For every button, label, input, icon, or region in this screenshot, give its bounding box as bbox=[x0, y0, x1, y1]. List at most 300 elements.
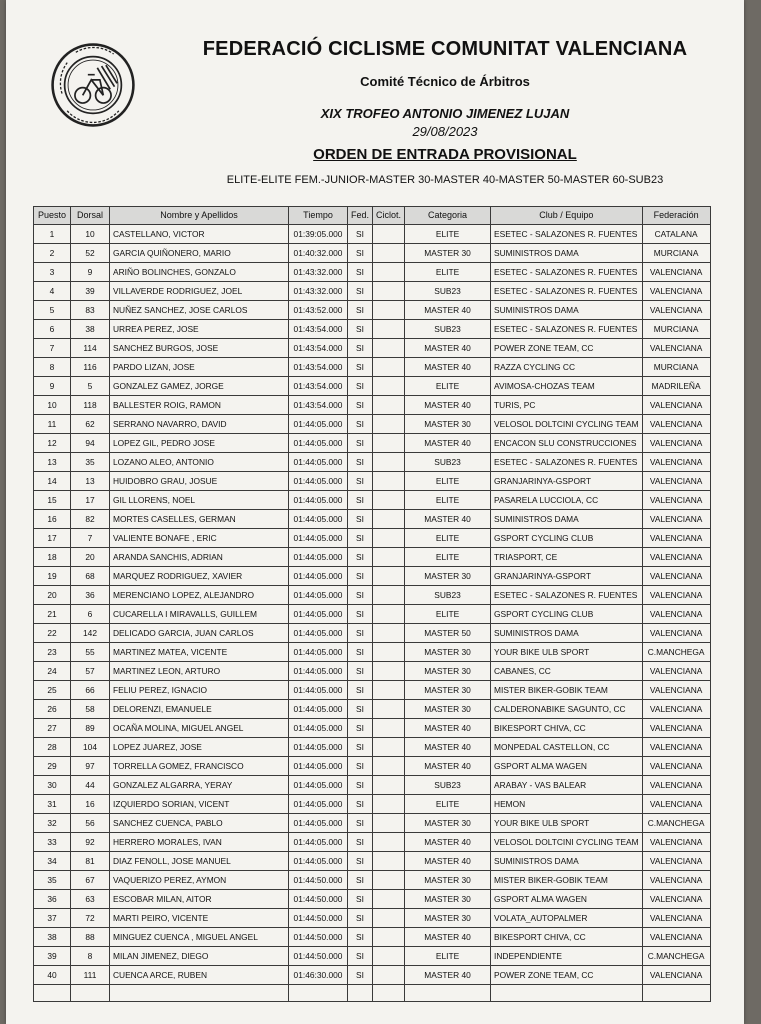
cell-tiempo: 01:43:54.000 bbox=[289, 320, 348, 339]
cell-ciclot bbox=[373, 719, 405, 738]
cell-ciclot bbox=[373, 472, 405, 491]
cell-ciclot bbox=[373, 776, 405, 795]
cell-club: SUMINISTROS DAMA bbox=[491, 624, 643, 643]
cell-club: CALDERONABIKE SAGUNTO, CC bbox=[491, 700, 643, 719]
results-table bbox=[33, 206, 711, 1002]
cell-puesto: 16 bbox=[34, 510, 71, 529]
cell-federacion: VALENCIANA bbox=[642, 909, 710, 928]
table-row bbox=[34, 681, 711, 700]
table-row bbox=[34, 339, 711, 358]
cell-puesto: 26 bbox=[34, 700, 71, 719]
cell-nombre: GONZALEZ ALGARRA, YERAY bbox=[110, 776, 289, 795]
cell-ciclot bbox=[373, 434, 405, 453]
cell-tiempo: 01:43:32.000 bbox=[289, 282, 348, 301]
table-row bbox=[34, 415, 711, 434]
cell-ciclot bbox=[373, 966, 405, 985]
cell-tiempo: 01:44:05.000 bbox=[289, 415, 348, 434]
cell-dorsal: 36 bbox=[71, 586, 110, 605]
cell-categoria: ELITE bbox=[405, 548, 491, 567]
cell-nombre: MERENCIANO LOPEZ, ALEJANDRO bbox=[110, 586, 289, 605]
cell-federacion: VALENCIANA bbox=[642, 795, 710, 814]
cell-federacion: VALENCIANA bbox=[642, 681, 710, 700]
cell-dorsal: 97 bbox=[71, 757, 110, 776]
cell-dorsal: 16 bbox=[71, 795, 110, 814]
cell-nombre: LOPEZ GIL, PEDRO JOSE bbox=[110, 434, 289, 453]
cell-puesto: 38 bbox=[34, 928, 71, 947]
cell-ciclot bbox=[373, 263, 405, 282]
cell-fed: SI bbox=[348, 833, 373, 852]
cell-nombre: MARTI PEIRO, VICENTE bbox=[110, 909, 289, 928]
cell-fed: SI bbox=[348, 928, 373, 947]
column-header-nombre: Nombre y Apellidos bbox=[110, 207, 289, 225]
cell-federacion: MURCIANA bbox=[642, 244, 710, 263]
cell-puesto: 12 bbox=[34, 434, 71, 453]
cell-club: PASARELA LUCCIOLA, CC bbox=[491, 491, 643, 510]
column-header-club: Club / Equipo bbox=[491, 207, 643, 225]
results-table-wrap bbox=[33, 206, 711, 1002]
cell-categoria: MASTER 40 bbox=[405, 301, 491, 320]
cell-tiempo: 01:44:05.000 bbox=[289, 624, 348, 643]
cell-dorsal: 82 bbox=[71, 510, 110, 529]
cell-fed: SI bbox=[348, 586, 373, 605]
event-name: XIX TROFEO ANTONIO JIMENEZ LUJAN bbox=[320, 106, 570, 121]
cell-tiempo: 01:44:05.000 bbox=[289, 681, 348, 700]
cell-dorsal: 20 bbox=[71, 548, 110, 567]
document-heading-text: ORDEN DE ENTRADA PROVISIONAL bbox=[313, 146, 577, 163]
cell-fed: SI bbox=[348, 662, 373, 681]
cell-ciclot bbox=[373, 909, 405, 928]
cell-categoria: MASTER 30 bbox=[405, 700, 491, 719]
table-row bbox=[34, 510, 711, 529]
cell-fed: SI bbox=[348, 852, 373, 871]
cell-ciclot bbox=[373, 282, 405, 301]
cell-tiempo: 01:40:32.000 bbox=[289, 244, 348, 263]
cell-nombre: VILLAVERDE RODRIGUEZ, JOEL bbox=[110, 282, 289, 301]
table-row bbox=[34, 358, 711, 377]
cell-ciclot bbox=[373, 757, 405, 776]
table-row bbox=[34, 434, 711, 453]
empty-cell bbox=[373, 985, 405, 1002]
event-date: 29/08/2023 bbox=[412, 124, 478, 139]
cell-club: SUMINISTROS DAMA bbox=[491, 301, 643, 320]
cell-dorsal: 104 bbox=[71, 738, 110, 757]
cell-fed: SI bbox=[348, 320, 373, 339]
cell-nombre: MINGUEZ CUENCA , MIGUEL ANGEL bbox=[110, 928, 289, 947]
cell-dorsal: 8 bbox=[71, 947, 110, 966]
cell-federacion: MURCIANA bbox=[642, 320, 710, 339]
cell-categoria: ELITE bbox=[405, 472, 491, 491]
column-header-fed: Fed. bbox=[348, 207, 373, 225]
empty-cell bbox=[491, 985, 643, 1002]
cell-dorsal: 56 bbox=[71, 814, 110, 833]
cell-tiempo: 01:44:05.000 bbox=[289, 434, 348, 453]
cell-federacion: VALENCIANA bbox=[642, 928, 710, 947]
cell-club: GSPORT CYCLING CLUB bbox=[491, 605, 643, 624]
cell-categoria: MASTER 30 bbox=[405, 871, 491, 890]
table-row bbox=[34, 586, 711, 605]
cell-nombre: SANCHEZ BURGOS, JOSE bbox=[110, 339, 289, 358]
cell-nombre: LOZANO ALEO, ANTONIO bbox=[110, 453, 289, 472]
cell-ciclot bbox=[373, 643, 405, 662]
federation-title: FEDERACIÓ CICLISME COMUNITAT VALENCIANA bbox=[202, 38, 688, 60]
table-row bbox=[34, 738, 711, 757]
cell-puesto: 11 bbox=[34, 415, 71, 434]
cell-puesto: 8 bbox=[34, 358, 71, 377]
cell-puesto: 7 bbox=[34, 339, 71, 358]
cell-categoria: MASTER 40 bbox=[405, 358, 491, 377]
cell-fed: SI bbox=[348, 795, 373, 814]
cell-puesto: 6 bbox=[34, 320, 71, 339]
cell-federacion: C.MANCHEGA bbox=[642, 814, 710, 833]
cell-dorsal: 68 bbox=[71, 567, 110, 586]
cell-categoria: MASTER 40 bbox=[405, 510, 491, 529]
cell-club: BIKESPORT CHIVA, CC bbox=[491, 719, 643, 738]
cell-tiempo: 01:44:05.000 bbox=[289, 643, 348, 662]
cell-tiempo: 01:43:54.000 bbox=[289, 377, 348, 396]
cell-nombre: DELICADO GARCIA, JUAN CARLOS bbox=[110, 624, 289, 643]
empty-cell bbox=[289, 985, 348, 1002]
cell-fed: SI bbox=[348, 529, 373, 548]
cell-ciclot bbox=[373, 928, 405, 947]
cell-ciclot bbox=[373, 567, 405, 586]
cell-tiempo: 01:44:05.000 bbox=[289, 548, 348, 567]
cell-dorsal: 52 bbox=[71, 244, 110, 263]
cell-fed: SI bbox=[348, 624, 373, 643]
cell-ciclot bbox=[373, 700, 405, 719]
table-row bbox=[34, 966, 711, 985]
cell-ciclot bbox=[373, 548, 405, 567]
cell-puesto: 40 bbox=[34, 966, 71, 985]
cell-fed: SI bbox=[348, 605, 373, 624]
cell-tiempo: 01:44:05.000 bbox=[289, 453, 348, 472]
cell-puesto: 30 bbox=[34, 776, 71, 795]
cell-ciclot bbox=[373, 320, 405, 339]
cell-tiempo: 01:44:50.000 bbox=[289, 909, 348, 928]
cell-ciclot bbox=[373, 491, 405, 510]
cell-puesto: 25 bbox=[34, 681, 71, 700]
cell-dorsal: 81 bbox=[71, 852, 110, 871]
cell-nombre: DELORENZI, EMANUELE bbox=[110, 700, 289, 719]
cell-nombre: GIL LLORENS, NOEL bbox=[110, 491, 289, 510]
cell-dorsal: 72 bbox=[71, 909, 110, 928]
cell-federacion: VALENCIANA bbox=[642, 472, 710, 491]
cell-dorsal: 83 bbox=[71, 301, 110, 320]
cell-nombre: ARANDA SANCHIS, ADRIAN bbox=[110, 548, 289, 567]
cell-nombre: URREA PEREZ, JOSE bbox=[110, 320, 289, 339]
cell-puesto: 28 bbox=[34, 738, 71, 757]
cell-dorsal: 92 bbox=[71, 833, 110, 852]
table-row bbox=[34, 643, 711, 662]
cell-nombre: VAQUERIZO PEREZ, AYMON bbox=[110, 871, 289, 890]
cell-nombre: GARCIA QUIÑONERO, MARIO bbox=[110, 244, 289, 263]
cell-ciclot bbox=[373, 225, 405, 244]
cell-federacion: VALENCIANA bbox=[642, 529, 710, 548]
table-row bbox=[34, 225, 711, 244]
cell-nombre: GONZALEZ GAMEZ, JORGE bbox=[110, 377, 289, 396]
cell-nombre: ARIÑO BOLINCHES, GONZALO bbox=[110, 263, 289, 282]
cell-dorsal: 44 bbox=[71, 776, 110, 795]
cell-fed: SI bbox=[348, 491, 373, 510]
cell-tiempo: 01:44:05.000 bbox=[289, 814, 348, 833]
cell-dorsal: 94 bbox=[71, 434, 110, 453]
table-row bbox=[34, 282, 711, 301]
table-row bbox=[34, 833, 711, 852]
cell-club: ESETEC - SALAZONES R. FUENTES bbox=[491, 586, 643, 605]
cell-categoria: ELITE bbox=[405, 795, 491, 814]
cell-categoria: SUB23 bbox=[405, 282, 491, 301]
cell-categoria: MASTER 30 bbox=[405, 681, 491, 700]
cell-tiempo: 01:44:50.000 bbox=[289, 947, 348, 966]
table-row bbox=[34, 320, 711, 339]
cell-federacion: VALENCIANA bbox=[642, 434, 710, 453]
cell-puesto: 1 bbox=[34, 225, 71, 244]
cell-tiempo: 01:44:05.000 bbox=[289, 776, 348, 795]
table-row bbox=[34, 928, 711, 947]
cell-puesto: 35 bbox=[34, 871, 71, 890]
cell-ciclot bbox=[373, 871, 405, 890]
cell-nombre: MILAN JIMENEZ, DIEGO bbox=[110, 947, 289, 966]
cell-nombre: MARTINEZ LEON, ARTURO bbox=[110, 662, 289, 681]
cell-fed: SI bbox=[348, 396, 373, 415]
cell-puesto: 15 bbox=[34, 491, 71, 510]
cell-club: GSPORT CYCLING CLUB bbox=[491, 529, 643, 548]
cell-club: YOUR BIKE ULB SPORT bbox=[491, 643, 643, 662]
cell-nombre: IZQUIERDO SORIAN, VICENT bbox=[110, 795, 289, 814]
cell-categoria: MASTER 40 bbox=[405, 396, 491, 415]
cell-fed: SI bbox=[348, 548, 373, 567]
cell-puesto: 18 bbox=[34, 548, 71, 567]
cell-dorsal: 17 bbox=[71, 491, 110, 510]
cell-fed: SI bbox=[348, 301, 373, 320]
cell-tiempo: 01:44:05.000 bbox=[289, 833, 348, 852]
table-row bbox=[34, 719, 711, 738]
cell-ciclot bbox=[373, 358, 405, 377]
cell-club: SUMINISTROS DAMA bbox=[491, 244, 643, 263]
table-row bbox=[34, 548, 711, 567]
cell-fed: SI bbox=[348, 225, 373, 244]
cell-nombre: CUENCA ARCE, RUBEN bbox=[110, 966, 289, 985]
cell-tiempo: 01:44:05.000 bbox=[289, 491, 348, 510]
cell-federacion: VALENCIANA bbox=[642, 453, 710, 472]
cell-dorsal: 89 bbox=[71, 719, 110, 738]
cell-tiempo: 01:43:32.000 bbox=[289, 263, 348, 282]
cell-dorsal: 116 bbox=[71, 358, 110, 377]
document-page bbox=[6, 0, 744, 1024]
cell-club: TURIS, PC bbox=[491, 396, 643, 415]
table-row bbox=[34, 776, 711, 795]
cell-tiempo: 01:44:05.000 bbox=[289, 567, 348, 586]
cell-dorsal: 58 bbox=[71, 700, 110, 719]
cell-nombre: FELIU PEREZ, IGNACIO bbox=[110, 681, 289, 700]
cell-federacion: VALENCIANA bbox=[642, 700, 710, 719]
cell-tiempo: 01:44:05.000 bbox=[289, 795, 348, 814]
empty-cell bbox=[405, 985, 491, 1002]
table-row bbox=[34, 700, 711, 719]
cell-ciclot bbox=[373, 586, 405, 605]
cell-federacion: VALENCIANA bbox=[642, 890, 710, 909]
cell-puesto: 10 bbox=[34, 396, 71, 415]
cell-federacion: VALENCIANA bbox=[642, 662, 710, 681]
cell-ciclot bbox=[373, 510, 405, 529]
table-row bbox=[34, 890, 711, 909]
column-header-categoria: Categoria bbox=[405, 207, 491, 225]
cell-federacion: C.MANCHEGA bbox=[642, 643, 710, 662]
cell-nombre: LOPEZ JUAREZ, JOSE bbox=[110, 738, 289, 757]
cell-categoria: MASTER 40 bbox=[405, 738, 491, 757]
table-row bbox=[34, 472, 711, 491]
cell-fed: SI bbox=[348, 377, 373, 396]
cell-tiempo: 01:44:05.000 bbox=[289, 719, 348, 738]
cell-federacion: MADRILEÑA bbox=[642, 377, 710, 396]
cell-dorsal: 118 bbox=[71, 396, 110, 415]
cell-federacion: VALENCIANA bbox=[642, 263, 710, 282]
table-row bbox=[34, 947, 711, 966]
cell-fed: SI bbox=[348, 700, 373, 719]
cell-fed: SI bbox=[348, 909, 373, 928]
cell-ciclot bbox=[373, 529, 405, 548]
cell-dorsal: 66 bbox=[71, 681, 110, 700]
cell-nombre: OCAÑA MOLINA, MIGUEL ANGEL bbox=[110, 719, 289, 738]
cell-fed: SI bbox=[348, 282, 373, 301]
cell-tiempo: 01:44:05.000 bbox=[289, 529, 348, 548]
cell-club: GRANJARINYA-GSPORT bbox=[491, 567, 643, 586]
cell-categoria: MASTER 40 bbox=[405, 852, 491, 871]
cell-club: VELOSOL DOLTCINI CYCLING TEAM bbox=[491, 415, 643, 434]
cell-club: SUMINISTROS DAMA bbox=[491, 510, 643, 529]
cell-categoria: MASTER 30 bbox=[405, 643, 491, 662]
cell-fed: SI bbox=[348, 966, 373, 985]
cell-categoria: SUB23 bbox=[405, 776, 491, 795]
cell-puesto: 17 bbox=[34, 529, 71, 548]
cell-ciclot bbox=[373, 681, 405, 700]
cell-puesto: 9 bbox=[34, 377, 71, 396]
cell-federacion: VALENCIANA bbox=[642, 396, 710, 415]
cell-club: GSPORT ALMA WAGEN bbox=[491, 890, 643, 909]
cell-tiempo: 01:44:05.000 bbox=[289, 662, 348, 681]
cell-federacion: VALENCIANA bbox=[642, 776, 710, 795]
cell-categoria: MASTER 30 bbox=[405, 244, 491, 263]
cell-fed: SI bbox=[348, 719, 373, 738]
cell-club: ARABAY - VAS BALEAR bbox=[491, 776, 643, 795]
cell-nombre: SANCHEZ CUENCA, PABLO bbox=[110, 814, 289, 833]
cell-categoria: SUB23 bbox=[405, 320, 491, 339]
cell-puesto: 36 bbox=[34, 890, 71, 909]
cell-categoria: ELITE bbox=[405, 491, 491, 510]
cell-puesto: 23 bbox=[34, 643, 71, 662]
committee-name: Comité Técnico de Árbitros bbox=[360, 74, 530, 89]
cell-nombre: TORRELLA GOMEZ, FRANCISCO bbox=[110, 757, 289, 776]
cell-tiempo: 01:44:05.000 bbox=[289, 757, 348, 776]
cell-fed: SI bbox=[348, 510, 373, 529]
cell-nombre: SERRANO NAVARRO, DAVID bbox=[110, 415, 289, 434]
cell-fed: SI bbox=[348, 453, 373, 472]
table-row bbox=[34, 814, 711, 833]
cell-categoria: SUB23 bbox=[405, 586, 491, 605]
cell-categoria: MASTER 40 bbox=[405, 928, 491, 947]
empty-cell bbox=[110, 985, 289, 1002]
cell-ciclot bbox=[373, 453, 405, 472]
empty-cell bbox=[34, 985, 71, 1002]
cell-tiempo: 01:43:54.000 bbox=[289, 396, 348, 415]
cell-nombre: CUCARELLA I MIRAVALLS, GUILLEM bbox=[110, 605, 289, 624]
cell-ciclot bbox=[373, 339, 405, 358]
empty-table-row bbox=[34, 985, 711, 1002]
cell-dorsal: 67 bbox=[71, 871, 110, 890]
cell-ciclot bbox=[373, 244, 405, 263]
cell-puesto: 13 bbox=[34, 453, 71, 472]
cell-puesto: 21 bbox=[34, 605, 71, 624]
cell-tiempo: 01:46:30.000 bbox=[289, 966, 348, 985]
cell-nombre: NUÑEZ SANCHEZ, JOSE CARLOS bbox=[110, 301, 289, 320]
cell-categoria: ELITE bbox=[405, 947, 491, 966]
cell-categoria: MASTER 40 bbox=[405, 833, 491, 852]
cell-dorsal: 62 bbox=[71, 415, 110, 434]
cell-tiempo: 01:44:05.000 bbox=[289, 852, 348, 871]
table-row bbox=[34, 662, 711, 681]
cell-federacion: VALENCIANA bbox=[642, 605, 710, 624]
cell-tiempo: 01:44:05.000 bbox=[289, 586, 348, 605]
table-row bbox=[34, 567, 711, 586]
cell-ciclot bbox=[373, 947, 405, 966]
cell-categoria: MASTER 50 bbox=[405, 624, 491, 643]
table-row bbox=[34, 852, 711, 871]
cell-tiempo: 01:43:54.000 bbox=[289, 358, 348, 377]
cell-tiempo: 01:39:05.000 bbox=[289, 225, 348, 244]
cell-fed: SI bbox=[348, 263, 373, 282]
cell-dorsal: 7 bbox=[71, 529, 110, 548]
table-row bbox=[34, 529, 711, 548]
cell-federacion: VALENCIANA bbox=[642, 624, 710, 643]
cell-club: AVIMOSA-CHOZAS TEAM bbox=[491, 377, 643, 396]
cell-dorsal: 35 bbox=[71, 453, 110, 472]
cell-categoria: MASTER 30 bbox=[405, 662, 491, 681]
cell-federacion: VALENCIANA bbox=[642, 852, 710, 871]
cell-federacion: VALENCIANA bbox=[642, 586, 710, 605]
cell-federacion: VALENCIANA bbox=[642, 966, 710, 985]
cell-nombre: MARQUEZ RODRIGUEZ, XAVIER bbox=[110, 567, 289, 586]
cell-categoria: ELITE bbox=[405, 225, 491, 244]
cell-fed: SI bbox=[348, 434, 373, 453]
cell-tiempo: 01:44:05.000 bbox=[289, 700, 348, 719]
cell-puesto: 5 bbox=[34, 301, 71, 320]
cell-club: TRIASPORT, CE bbox=[491, 548, 643, 567]
table-row bbox=[34, 871, 711, 890]
table-row bbox=[34, 605, 711, 624]
cell-categoria: MASTER 30 bbox=[405, 567, 491, 586]
cell-federacion: VALENCIANA bbox=[642, 339, 710, 358]
cell-dorsal: 142 bbox=[71, 624, 110, 643]
column-header-puesto: Puesto bbox=[34, 207, 71, 225]
cell-categoria: MASTER 30 bbox=[405, 909, 491, 928]
cell-club: VOLATA_AUTOPALMER bbox=[491, 909, 643, 928]
table-body bbox=[34, 225, 711, 1002]
cell-federacion: VALENCIANA bbox=[642, 548, 710, 567]
cell-categoria: MASTER 40 bbox=[405, 434, 491, 453]
cell-ciclot bbox=[373, 814, 405, 833]
cell-nombre: HUIDOBRO GRAU, JOSUE bbox=[110, 472, 289, 491]
cell-federacion: VALENCIANA bbox=[642, 833, 710, 852]
empty-cell bbox=[71, 985, 110, 1002]
table-row bbox=[34, 453, 711, 472]
cell-ciclot bbox=[373, 890, 405, 909]
cell-puesto: 33 bbox=[34, 833, 71, 852]
cell-ciclot bbox=[373, 415, 405, 434]
cell-dorsal: 10 bbox=[71, 225, 110, 244]
cell-puesto: 22 bbox=[34, 624, 71, 643]
category-list: ELITE-ELITE FEM.-JUNIOR-MASTER 30-MASTER 40-MASTER 50-MASTER 60-SUB23 bbox=[226, 174, 664, 186]
cell-club: BIKESPORT CHIVA, CC bbox=[491, 928, 643, 947]
empty-cell bbox=[642, 985, 710, 1002]
